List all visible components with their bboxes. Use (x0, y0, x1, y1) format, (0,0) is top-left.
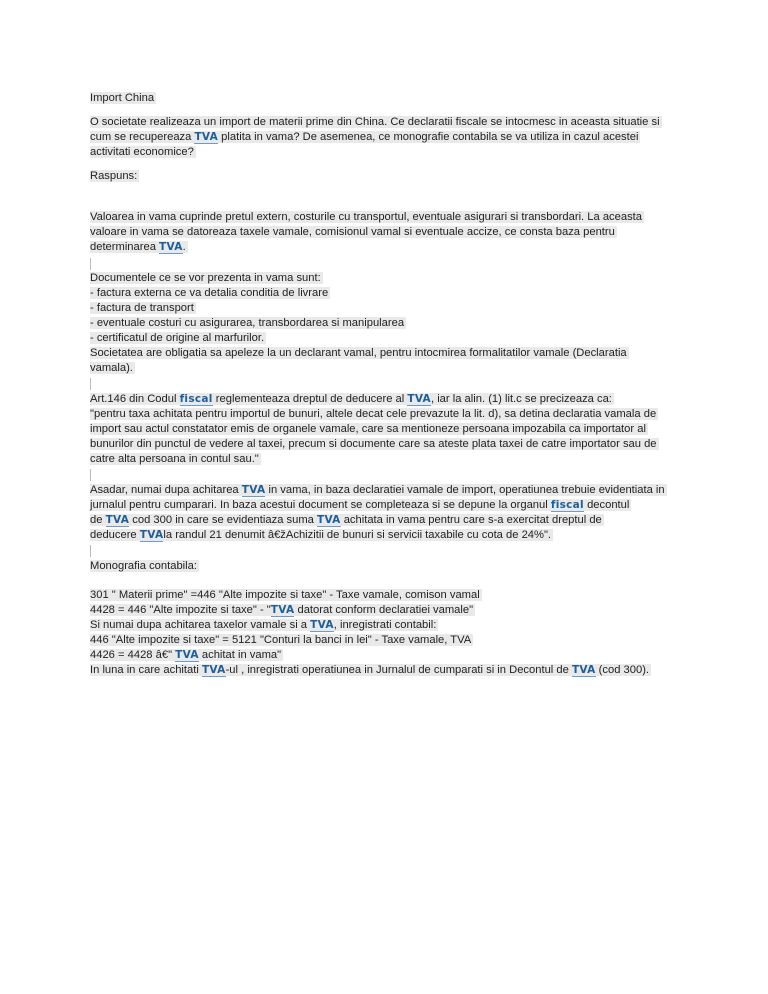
monografia-label (90, 559, 199, 574)
p5-line-1 (90, 588, 482, 603)
text: Monografia contabila: (90, 560, 197, 572)
p2-line-2 (90, 286, 330, 301)
text: Art.146 din Codul (90, 393, 180, 405)
text: decontul (583, 499, 630, 511)
text: cod 300 in care se evidentiaza suma (129, 514, 317, 526)
text: O societate realizeaza un import de materii prime din China. Ce declaratii fiscale se intocmesc in aceasta situatie si (90, 116, 660, 128)
text: achitat in vama" (198, 649, 282, 661)
text: Societatea are obligatia sa apeleze la un declarant vamal, pentru intocmirea formalitatilor vamale (Declaratia (90, 347, 627, 359)
text: Valoarea in vama cuprinde pretul extern, costurile cu transportul, eventuale asigurari si transbordari. La aceasta (90, 211, 643, 223)
p5-line-2 (90, 603, 475, 618)
p5-line-4 (90, 633, 473, 648)
keyword-link-tva[interactable]: TVA (571, 664, 596, 676)
p2-line-5 (90, 331, 266, 346)
text: "pentru taxa achitata pentru importul de bunuri, altele decat cele prevazute la lit. d), sa detina declaratia vamala de (90, 408, 657, 420)
text: deducere (90, 529, 140, 541)
p4-line-3 (90, 513, 604, 528)
keyword-link-tva[interactable]: TVA (316, 514, 341, 526)
keyword-link-tva[interactable]: TVA (105, 514, 130, 526)
p3-line-1 (90, 392, 614, 407)
text: datorat conform declaratiei vamale" (294, 604, 474, 616)
text: achitata in vama pentru care s-a exercitat dreptul de (340, 514, 602, 526)
keyword-link-tva[interactable]: TVA (139, 529, 164, 541)
p2-line-1 (90, 271, 323, 286)
text: -ul , inregistrati operatiunea in Jurnalul de cumparati si in Decontul de (225, 664, 572, 676)
keyword-link-tva[interactable]: TVA (407, 393, 431, 405)
text: - factura externa ce va detalia conditia de livrare (90, 287, 329, 299)
p1-line-1 (90, 210, 644, 225)
keyword-link-tva[interactable]: TVA (175, 649, 199, 661)
text: platita in vama? De asemenea, ce monografie contabila se va utiliza in cazul acestei (218, 131, 639, 143)
p2-line-6 (90, 346, 629, 361)
title-text: Import China (90, 92, 155, 104)
text: - eventuale costuri cu asigurarea, transbordarea si manipularea (90, 317, 405, 329)
text: - factura de transport (90, 302, 194, 314)
text: determinarea (90, 241, 160, 253)
keyword-link-fiscal[interactable]: fiscal (179, 393, 213, 405)
keyword-link-tva[interactable]: TVA (159, 241, 183, 253)
document-title (90, 91, 156, 106)
text: , iar la alin. (1) lit.c se precizeaza ca: (430, 393, 612, 405)
p1-line-2 (90, 225, 617, 240)
p5-line-6 (90, 663, 651, 678)
p3-line-4 (90, 437, 659, 452)
paragraph-marker (90, 469, 91, 481)
text: catre alta persoana in contul sau." (90, 453, 259, 465)
text: bunurilor din punctul de vedere al taxei, precum si documente care sa ateste plata taxei de catre importator sau de (90, 438, 657, 450)
keyword-link-tva[interactable]: TVA (241, 484, 266, 496)
answer-label (90, 169, 139, 184)
text: 4426 = 4428 â€" (90, 649, 176, 661)
keyword-link-fiscal[interactable]: fiscal (550, 499, 584, 511)
paragraph-marker (90, 378, 91, 390)
p5-line-5 (90, 648, 283, 663)
text: Asadar, numai dupa achitarea (90, 484, 242, 496)
text: valoare in vama se datoreaza taxele vamale, comisionul vamal si eventuale accize, ce consta baza pentru (90, 226, 615, 238)
p2-line-7 (90, 361, 135, 376)
p2-line-4 (90, 316, 406, 331)
text: activitati economice? (90, 146, 194, 158)
text: Si numai dupa achitarea taxelor vamale si a (90, 619, 311, 631)
p4-line-1 (90, 483, 667, 498)
text: 4428 = 446 "Alte impozite si taxe" - " (90, 604, 271, 616)
text: cum se recupereaza (90, 131, 195, 143)
p2-line-3 (90, 301, 196, 316)
keyword-link-tva[interactable]: TVA (310, 619, 334, 631)
text: in vama, in baza declaratiei vamale de import, operatiunea trebuie evidentiata in (265, 484, 665, 496)
question-line-3 (90, 145, 196, 160)
text: Documentele ce se vor prezenta in vama sunt: (90, 272, 321, 284)
p1-line-3 (90, 240, 188, 255)
p3-line-5 (90, 452, 261, 467)
text: . (182, 241, 186, 253)
question-line-1 (90, 115, 662, 130)
p4-line-4 (90, 528, 553, 543)
text: - certificatul de origine al marfurilor. (90, 332, 265, 344)
text: 301 " Materii prime" =446 "Alte impozite si taxe" - Taxe vamale, comison vamal (90, 589, 480, 601)
text: de (90, 514, 106, 526)
paragraph-marker (90, 258, 91, 270)
keyword-link-tva[interactable]: TVA (270, 604, 295, 616)
p3-line-3 (90, 422, 648, 437)
text: jurnalul pentru cumparari. In baza acestui document se completeaza si se depune la organul (90, 499, 551, 511)
text: In luna in care achitati (90, 664, 202, 676)
keyword-link-tva[interactable]: TVA (201, 664, 226, 676)
text: (cod 300). (595, 664, 650, 676)
text: reglementeaza dreptul de deducere al (212, 393, 408, 405)
p4-line-2 (90, 498, 631, 513)
keyword-link-tva[interactable]: TVA (194, 131, 219, 143)
text: la randul 21 denumit â€žAchizitii de bunuri si servicii taxabile cu cota de 24%". (163, 529, 552, 541)
paragraph-marker (90, 545, 91, 557)
p5-line-3 (90, 618, 438, 633)
p3-line-2 (90, 407, 658, 422)
text: 446 "Alte impozite si taxe" = 5121 "Conturi la banci in lei" - Taxe vamale, TVA (90, 634, 472, 646)
text: vamala). (90, 362, 133, 374)
text: Raspuns: (90, 170, 138, 182)
question-line-2 (90, 130, 640, 145)
text: import sau actul constatator emis de organele vamale, care sa mentioneze persoana impozabila ca importator al (90, 423, 646, 435)
text: , inregistrati contabil: (333, 619, 437, 631)
